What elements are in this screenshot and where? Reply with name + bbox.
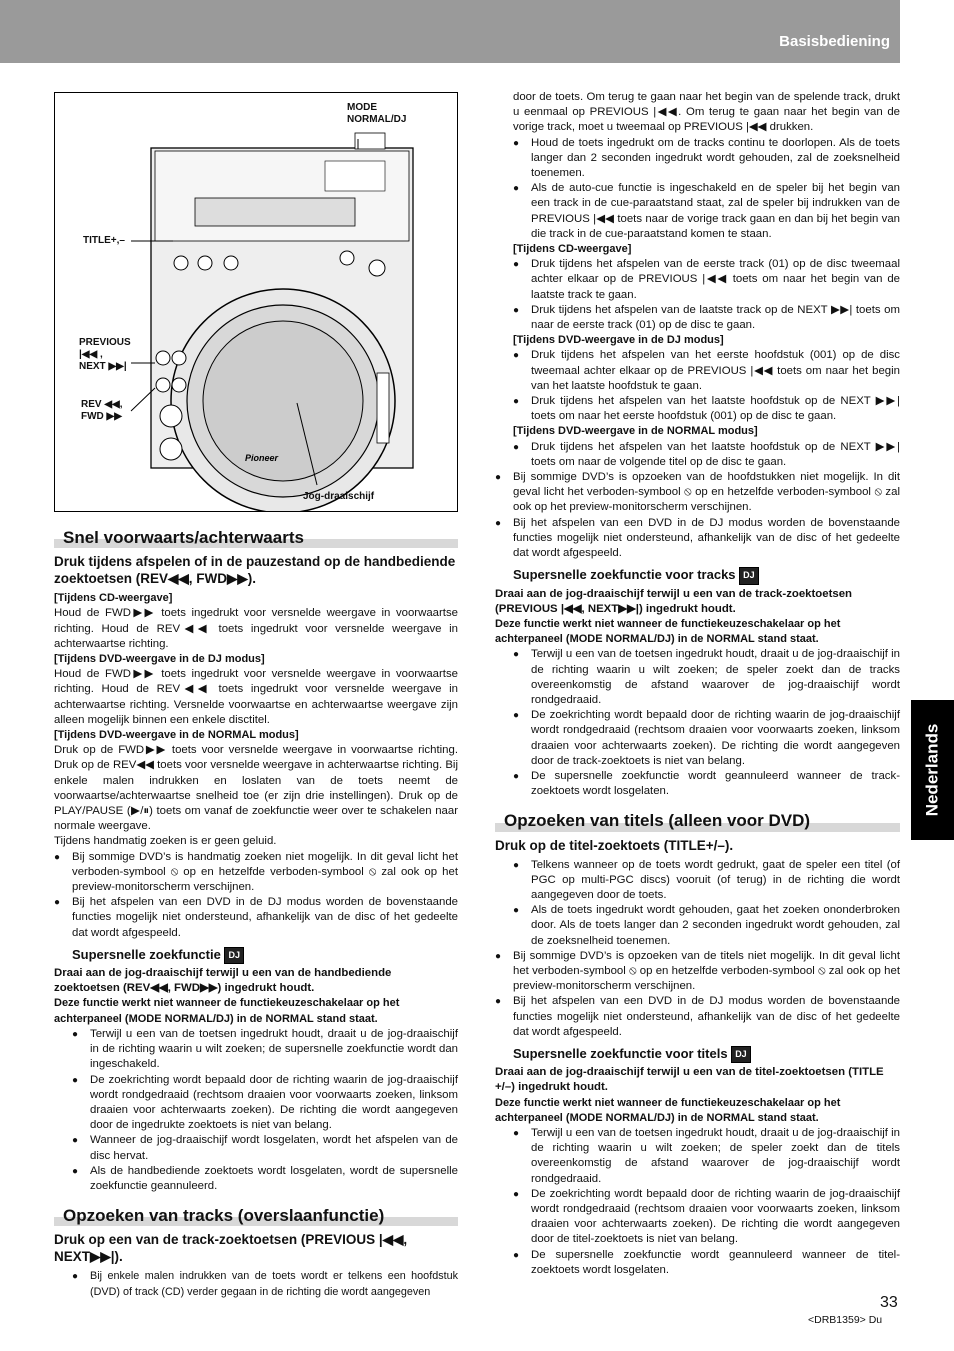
subheading-cd: [Tijdens CD-weergave] [513,243,632,256]
label-jog: Jog-draaischijf [303,491,375,502]
bullet-item: ● Bij sommige DVD’s is handmatig zoeken niet mogelijk. In dit geval licht het verboden-symbool ⦸ op en hetzelfde verboden-symbool ⦸ zal ook op het preview-monitorscherm verschijnen. [54,850,458,896]
bullet-item: ● Als de handbediende zoektoets wordt losgelaten, wordt de supersnelle zoekfunctie geannuleerd. [54,1164,458,1194]
bullet-item: ● Als de auto-cue functie is ingeschakeld en de speler bij het begin van een track in de cue-paraatstand staat, zal de speler bij indrukken van de PREVIOUS |◀◀ toets naar de vorige track gaan en dan bij het begin van die track in de cue-paraatstand komen te staan. [495,181,900,242]
bullet-item: ● Houd de toets ingedrukt om de tracks continu te doorlopen. Als de toets langer dan 2 seconden ingedrukt wordt gehouden, zal de zoeksnelheid toenemen. [495,136,900,182]
brand-logo: Pioneer [245,453,279,463]
bullet-item: ● Bij het afspelen van een DVD in de DJ modus worden de bovenstaande functies mogelijk niet ondersteund, afhankelijk van de disc of het gedeelte dat wordt afgespeeld. [495,516,900,562]
subsection-heading-super-search [72,947,458,964]
bullet-item: ● Druk tijdens het afspelen van het laatste hoofdstuk op de NEXT ▶▶| toets om naar het eerste hoofdstuk (001) op de disc te gaan. [495,394,900,424]
bullet-item: ● Als de toets ingedrukt wordt gehouden, gaat het zoeken ononderbroken door. Als de toets langer dan 2 seconden ingedrukt wordt gehouden, zal de zoeksnelheid toenemen. [495,903,900,949]
paragraph-cd: Houd de FWD▶▶ toets ingedrukt voor versnelde weergave in voorwaartse richting. Houd de REV◀◀ toets ingedrukt voor versnelde weergave in achterwaartse richting. [54,607,458,650]
subsection-title: Supersnelle zoekfunctie voor tracks [513,567,736,583]
bullet-item: ● De zoekrichting wordt bepaald door de richting waarin de jog-draaischijf wordt rondgedraaid (rechtsom draaien voor voorwaarts zoeken, linksom draaien voor achterwaarts zoeken). De richting die wordt aangegeven door de titel-zoektoets is niet van belang. [495,1187,900,1248]
bullet-item: ● De supersnelle zoekfunctie wordt geannuleerd wanneer de titel-zoektoets wordt losgelaten. [495,1248,900,1278]
paragraph-no-sound: Tijdens handmatig zoeken is er geen geluid. [54,835,277,848]
subsection-title: Supersnelle zoekfunctie [72,946,221,962]
warning-text: Deze functie werkt niet wanneer de functiekeuzeschakelaar op het achterpaneel (MODE NORMAL/DJ) in de NORMAL stand staat. [54,997,400,1025]
paragraph-dvd-dj: Houd de FWD▶▶ toets ingedrukt voor versnelde weergave in voorwaartse richting. Houd de REV◀◀ toets ingedrukt voor versnelde weergave in achterwaartse richting. Versnelde voorwaartse en achterwaartse weergave zijn alleen mogelijk binnen een enkele disctitel. [54,668,458,726]
bullet-item: ● Druk tijdens het afspelen van de eerste track (01) op de disc tweemaal achter elkaar op de PREVIOUS |◀◀ toets om naar het begin van de laatste track te gaan. [495,257,900,303]
bullet-item: ● Druk tijdens het afspelen van het laatste hoofdstuk op de NEXT ▶▶| toets om naar de volgende titel op de disc te gaan. [495,440,900,470]
subsection-heading-title-super-search [513,1046,900,1063]
language-tab [911,700,954,840]
bullet-item: ● Bij sommige DVD’s is opzoeken van de hoofdstukken niet mogelijk. In dit geval licht het verboden-symbool ⦸ op en hetzelfde verboden-symbool ⦸ zal ook op het preview-monitorscherm verschijnen. [495,470,900,516]
subsection-title: Supersnelle zoekfunctie voor titels [513,1045,728,1061]
bullet-item: ● Telkens wanneer op de toets wordt gedrukt, gaat de speler een titel (of PGC op multi-PGC discs) vooruit (of terug) in de richting die wordt aangegeven door de toets. [495,858,900,904]
left-column [54,516,458,1300]
bullet-item: ● De zoekrichting wordt bepaald door de richting waarin de jog-draaischijf wordt rondgedraaid (rechtsom draaien voor voorwaarts zoeken, linksom draaien voor achterwaarts zoeken). De richting die wordt aangegeven door de ingedrukte zoektoets is niet van belang. [54,1073,458,1134]
bullet-item: ● De supersnelle zoekfunctie wordt geannuleerd wanneer de track-zoektoets wordt losgelaten. [495,769,900,799]
dj-mode-icon: DJ [731,1046,751,1063]
label-next: NEXT ▶▶| [79,361,127,372]
bullet-item: ● Terwijl u een van de toetsen ingedrukt houdt, draait u de jog-draaischijf in de richting waarin u wilt zoeken; de supersnelle zoekfunctie wordt dan ingeschakeld. [54,1027,458,1073]
dj-mode-icon: DJ [739,567,759,584]
label-rev: REV ◀◀, [81,399,123,410]
page-header [0,0,900,63]
document-code: <DRB1359> Du [808,1314,883,1326]
label-fwd: FWD ▶▶ [81,411,122,422]
player-drawing [55,93,457,511]
subheading-cd: [Tijdens CD-weergave] [54,592,173,605]
bullet-item: ● Terwijl u een van de toetsen ingedrukt houdt, draait u de jog-draaischijf in de richting waarin u wilt zoeken; de speler zoekt dan de titels overeenkomstig de afstand waarover de jog-draaischijf wordt rondgedraaid. [495,1126,900,1187]
instruction-heading: Druk op de titel-zoektoets (TITLE+/–). [495,837,734,853]
warning-text: Deze functie werkt niet wanneer de functiekeuzeschakelaar op het achterpaneel (MODE NORMAL/DJ) in de NORMAL stand staat. [495,617,841,646]
instruction-heading: Druk op een van de track-zoektoetsen (PREVIOUS |◀◀, NEXT▶▶|). [54,1232,408,1265]
bullet-item: ● Terwijl u een van de toetsen ingedrukt houdt, draait u de jog-draaischijf in de richting waarin u wilt zoeken; de speler zoekt dan de tracks overeenkomstig de afstand waarover de jog-draaischijf wordt rondgedraaid. [495,647,900,708]
section-title: Basisbediening [779,33,890,50]
bullet-item: ● Bij sommige DVD’s is opzoeken van de titels niet mogelijk. In dit geval licht het verboden-symbool ⦸ op en hetzelfde verboden-symbool ⦸ zal ook op het preview-monitorscherm verschijnen. [495,949,900,995]
page-number: 33 [880,1294,898,1311]
subheading-dvd-normal: [Tijdens DVD-weergave in de NORMAL modus] [513,425,758,438]
label-previous: PREVIOUS [79,337,131,348]
instruction-heading: Draai aan de jog-draaischijf terwijl u een van de track-zoektoetsen (PREVIOUS |◀◀, NEXT▶▶|) ingedrukt houdt. [495,587,853,615]
bullet-item: ● Bij het afspelen van een DVD in de DJ modus worden de bovenstaande functies mogelijk niet ondersteund, afhankelijk van de disc of het gedeelte dat wordt afgespeeld. [495,994,900,1040]
language-tab-label: Nederlands [922,723,942,817]
bullet-item: ● Wanneer de jog-draaischijf wordt losgelaten, wordt het afspelen van de disc hervat. [54,1133,458,1163]
label-mode: MODE [347,102,377,113]
instruction-heading: Draai aan de jog-draaischijf terwijl u een van de titel-zoektoetsen (TITLE +/–) ingedrukt houdt. [495,1066,884,1094]
section-heading-title-search: Opzoeken van titels (alleen voor DVD) [495,813,900,828]
bullet-item: ● Bij enkele malen indrukken van de toets wordt er telkens een hoofdstuk (DVD) of track (CD) verder gegaan in de richting die wordt aangegeven [54,1269,458,1299]
bullet-item: ● De zoekrichting wordt bepaald door de richting waarin de jog-draaischijf wordt rondgedraaid (rechtsom draaien voor voorwaarts zoeken, linksom draaien voor achterwaarts zoeken). De richting die wordt aangegeven door de track-zoektoets is niet van belang. [495,708,900,769]
paragraph-continued: door de toets. Om terug te gaan naar het begin van de spelende track, drukt u eenmaal op PREVIOUS |◀◀. Om terug te gaan naar het begin van de vorige track, moet u tweemaal op PREVIOUS |◀◀ drukken. [513,91,900,134]
bullet-item: ● Druk tijdens het afspelen van het eerste hoofdstuk (001) op de disc tweemaal achter elkaar op de PREVIOUS |◀◀ toets om naar het begin van het laatste hoofdstuk te gaan. [495,348,900,394]
player-illustration [54,92,458,512]
subheading-dvd-dj: [Tijdens DVD-weergave in de DJ modus] [54,653,265,666]
bullet-item: ● Druk tijdens het afspelen van de laatste track op de NEXT ▶▶| toets om naar de eerste track (01) op de disc te gaan. [495,303,900,333]
warning-text: Deze functie werkt niet wanneer de functiekeuzeschakelaar op het achterpaneel (MODE NORMAL/DJ) in de NORMAL stand staat. [495,1096,841,1124]
subsection-heading-track-super-search [513,567,900,584]
right-column [495,90,900,1278]
paragraph-dvd-normal: Druk op de FWD▶▶ toets voor versnelde weergave in voorwaartse richting. Druk op de REV◀◀ toets voor versnelde weergave in achterwaartse richting. Bij enkele malen indrukken en loslaten van de toets neemt de voorwaartse/achterwaartse snelheid toe (er zijn drie instellingen). Druk op de PLAY/PAUSE (▶/⏸) toets om vanaf de zoekfunctie weer over te schakelen naar normale weergave. [54,744,458,833]
instruction-heading: Draai aan de jog-draaischijf terwijl u een van de handbediende zoektoetsen (REV◀◀, FWD▶▶) ingedrukt houdt. [54,967,392,995]
label-mode-normal-dj: NORMAL/DJ [347,114,407,125]
instruction-heading: Druk tijdens afspelen of in de pauzestand op de handbediende zoektoetsen (REV◀◀, FWD▶▶). [54,554,456,587]
label-previous-symbol: |◀◀ , [79,349,103,360]
subheading-dvd-dj: [Tijdens DVD-weergave in de DJ modus] [513,334,724,347]
section-heading-track-skip: Opzoeken van tracks (overslaanfunctie) [54,1208,458,1223]
bullet-item: ● Bij het afspelen van een DVD in de DJ modus worden de bovenstaande functies mogelijk niet ondersteund, afhankelijk van de disc of het gedeelte dat wordt afgespeeld. [54,895,458,941]
section-heading-fast-forward: Snel voorwaarts/achterwaarts [54,530,458,545]
label-title: TITLE+,– [83,235,125,246]
subheading-dvd-normal: [Tijdens DVD-weergave in de NORMAL modus] [54,729,299,742]
dj-mode-icon: DJ [224,947,244,964]
